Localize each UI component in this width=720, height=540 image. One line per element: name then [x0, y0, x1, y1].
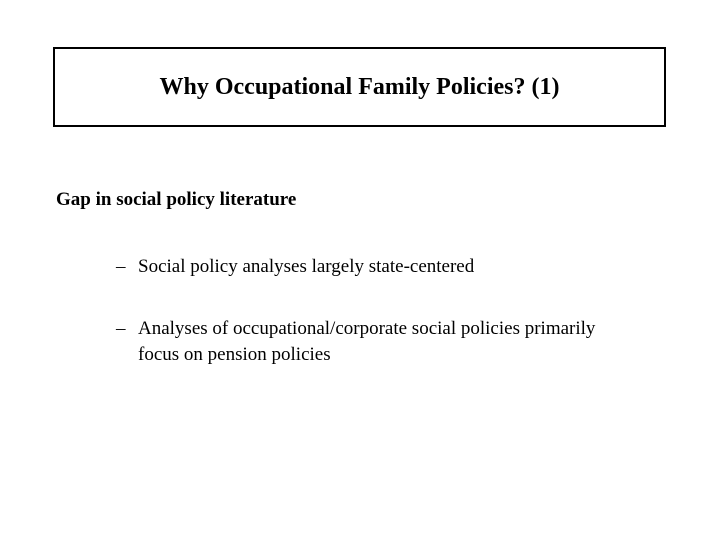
title-box [53, 47, 666, 127]
bullet-text: Social policy analyses largely state-centered [138, 256, 475, 277]
bullet-dash: – [116, 256, 126, 277]
bullet-text: Analyses of occupational/corporate social policies primarily focus on pension policies [138, 318, 605, 365]
bullet-item [116, 254, 576, 280]
bullet-item [116, 316, 616, 368]
bullet-dash: – [116, 318, 126, 339]
slide-title: Why Occupational Family Policies? (1) [159, 73, 560, 100]
section-heading: Gap in social policy literature [56, 189, 297, 210]
